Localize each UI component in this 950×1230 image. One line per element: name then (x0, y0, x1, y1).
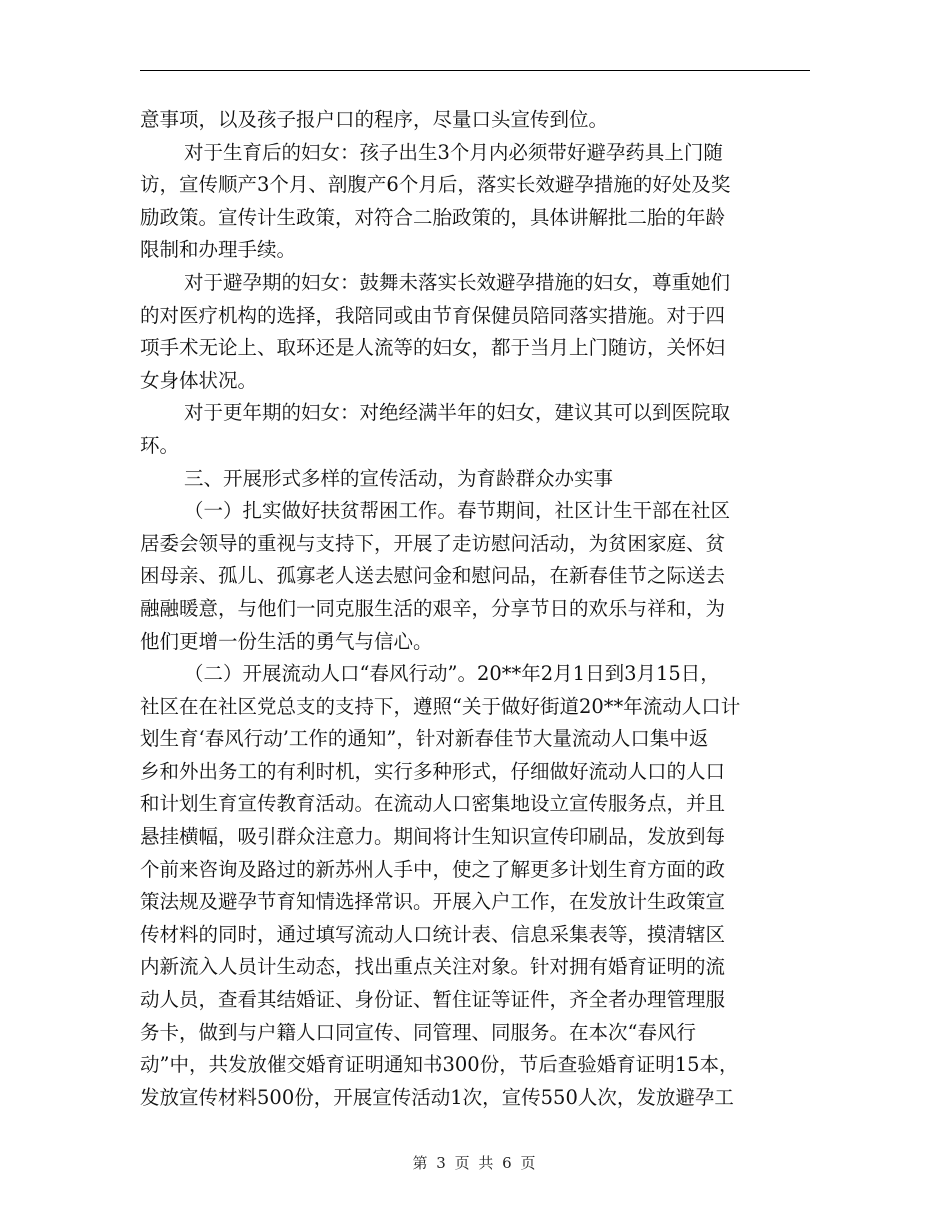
text-line: 传材料的同时，通过填写流动人口统计表、信息采集表等，摸清辖区 (140, 922, 726, 946)
text-line: 的对医疗机构的选择，我陪同或由节育保健员陪同落实措施。对于四 (140, 303, 726, 327)
text-line: 对于更年期的妇女：对绝经满半年的妇女，建议其可以到医院取 (184, 401, 731, 425)
text-line: 环。 (140, 433, 180, 457)
document-body (140, 104, 810, 1114)
text-line: 个前来咨询及路过的新苏州人手中，使之了解更多计划生育方面的政 (140, 857, 726, 881)
text-line: 励政策。宣传计生政策，对符合二胎政策的，具体讲解批二胎的年龄 (140, 205, 726, 229)
text-line: 项手术无论上、取环还是人流等的妇女，都于当月上门随访，关怀妇 (140, 336, 726, 360)
text-line: 对于避孕期的妇女：鼓舞未落实长效避孕措施的妇女，尊重她们 (184, 270, 731, 294)
text-line: （一）扎实做好扶贫帮困工作。春节期间，社区计生干部在社区 (184, 499, 731, 523)
text-line: 困母亲、孤儿、孤寡老人送去慰问金和慰问品，在新春佳节之际送去 (140, 564, 726, 588)
text-line: 动”中，共发放催交婚育证明通知书300份，节后查验婚育证明15本， (140, 1053, 739, 1077)
text-line: 女身体状况。 (140, 368, 258, 392)
text-line: （二）开展流动人口“春风行动”。20**年2月1日到3月15日， (184, 662, 720, 686)
text-line: 动人员，查看其结婚证、身份证、暂住证等证件，齐全者办理管理服 (140, 988, 726, 1012)
text-line: 居委会领导的重视与支持下，开展了走访慰问活动，为贫困家庭、贫 (140, 531, 726, 555)
text-line: 划生育‘春风行动’工作的通知”，针对新春佳节大量流动人口集中返 (140, 727, 709, 751)
text-line: 对于生育后的妇女：孩子出生3个月内必须带好避孕药具上门随 (184, 140, 723, 164)
text-line: 务卡，做到与户籍人口同宣传、同管理、同服务。在本次“春风行 (140, 1020, 696, 1044)
page-footer: 第 3 页 共 6 页 (412, 1154, 538, 1172)
text-line: 内新流入人员计生动态，找出重点关注对象。针对拥有婚育证明的流 (140, 955, 726, 979)
text-line: 策法规及避孕节育知情选择常识。开展入户工作，在发放计生政策宣 (140, 890, 726, 914)
text-line: 融融暖意，与他们一同克服生活的艰辛，分享节日的欢乐与祥和，为 (140, 596, 726, 620)
text-line: 发放宣传材料500份，开展宣传活动1次，宣传550人次，发放避孕工 (140, 1085, 734, 1109)
text-line: 三、开展形式多样的宣传活动，为育龄群众办实事 (184, 466, 614, 490)
text-line: 和计划生育宣传教育活动。在流动人口密集地设立宣传服务点，并且 (140, 792, 726, 816)
text-line: 社区在在社区党总支的支持下，遵照“关于做好街道20**年流动人口计 (140, 694, 741, 718)
text-line: 悬挂横幅，吸引群众注意力。期间将计生知识宣传印刷品，发放到每 (140, 825, 726, 849)
text-line: 意事项，以及孩子报户口的程序，尽量口头宣传到位。 (140, 108, 609, 131)
header-rule (140, 70, 810, 71)
text-line: 限制和办理手续。 (140, 238, 297, 262)
text-line: 他们更增一份生活的勇气与信心。 (140, 629, 433, 653)
text-line: 访，宣传顺产3个月、剖腹产6个月后，落实长效避孕措施的好处及奖 (140, 173, 731, 197)
text-line: 乡和外出务工的有利时机，实行多种形式，仔细做好流动人口的人口 (140, 759, 726, 783)
